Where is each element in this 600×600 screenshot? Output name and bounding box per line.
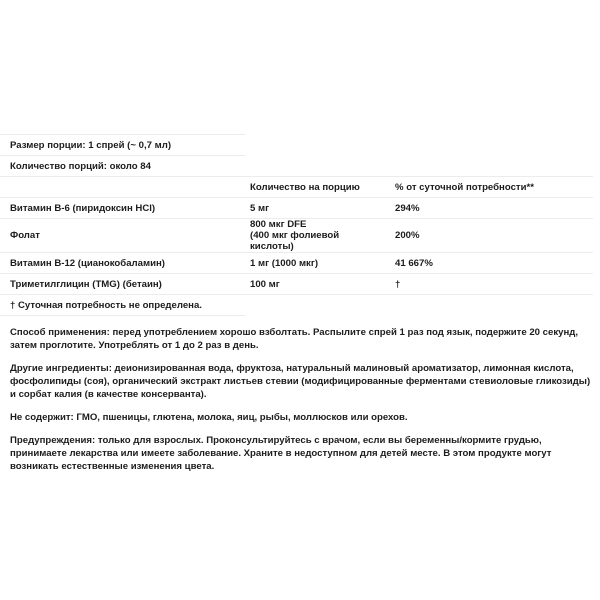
footnote-row [0,295,593,316]
header-name [0,177,245,198]
nutrient-name: Фолат [0,219,245,253]
free-from-statement: Не содержит: ГМО, пшеницы, глютена, молока, яиц, рыбы, моллюсков или орехов. [10,412,408,423]
servings-per-container-row [0,156,593,177]
usage-instructions: Способ применения: перед употреблением хорошо взболтать. Распылите спрей 1 раз под язык, подержите 20 секунд, затем проглотите. Употреблять от 1 до 2 раз в день. [10,327,579,351]
nutrient-amount: 800 мкг DFE [250,219,307,230]
nutrient-name: Витамин B-12 (цианокобаламин) [0,253,245,274]
nutrient-amount-cell [245,219,385,253]
table-row [0,274,593,295]
table-row [0,198,593,219]
other-ingredients: Другие ингредиенты: деионизированная вода, фруктоза, натуральный малиновый ароматизатор, лимонная кислота, фосфолипиды (соя), органический экстракт листьев стевии (модифицированные ферментами стевиоловые гликозиды) и сорбат калия (в качестве консерванта). [10,363,591,400]
table-row [0,253,593,274]
nutrient-amount: 5 мг [245,198,385,219]
servings-per-container: Количество порций: около 84 [0,156,245,177]
supplement-facts-panel [0,134,600,316]
serving-size: Размер порции: 1 спрей (~ 0,7 мл) [0,135,245,156]
nutrient-daily-value: 200% [385,219,593,253]
warnings: Предупреждения: только для взрослых. Проконсультируйтесь с врачом, если вы беременны/кормите грудью, принимаете лекарства или имеете заболевание. Храните в недоступном для детей месте. В этом продукте могут возникать естественные изменения цвета. [10,435,552,472]
footnote: † Суточная потребность не определена. [0,295,245,316]
nutrient-name: Витамин B-6 (пиридоксин HCl) [0,198,245,219]
nutrient-amount: 1 мг (1000 мкг) [245,253,385,274]
serving-size-row [0,135,593,156]
nutrient-daily-value: † [385,274,593,295]
nutrient-amount: 100 мг [245,274,385,295]
table-row [0,219,593,253]
table-header-row [0,177,593,198]
nutrient-amount-detail: (400 мкг фолиевой кислоты) [250,230,340,252]
nutrient-daily-value: 41 667% [385,253,593,274]
nutrient-daily-value: 294% [385,198,593,219]
product-info-text [10,326,595,483]
supplement-facts-table [0,134,593,316]
header-amount: Количество на порцию [245,177,385,198]
header-daily-value: % от суточной потребности** [385,177,593,198]
nutrient-name: Триметилглицин (TMG) (бетаин) [0,274,245,295]
